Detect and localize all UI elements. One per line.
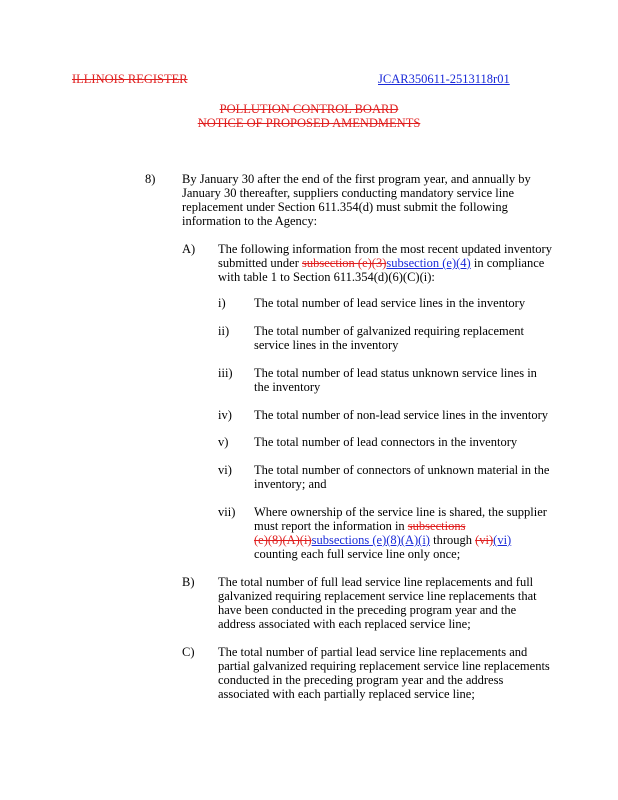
- subitem-vii-line4: counting each full service line only once;: [254, 547, 461, 561]
- inserted-reference: subsection (e)(4): [386, 256, 471, 270]
- subitem-ii-text-2: service lines in the inventory: [254, 338, 399, 352]
- item-a-label: A): [182, 242, 196, 256]
- subitem-iv-text: The total number of non-lead service lines in the inventory: [254, 408, 549, 422]
- item-8-line2: January 30 thereafter, suppliers conducting mandatory service line: [182, 186, 515, 200]
- subitem-v-text: The total number of lead connectors in the inventory: [254, 435, 518, 449]
- document-id: JCAR350611-2513118r01: [378, 72, 510, 86]
- subitem-vi-text-2: inventory; and: [254, 477, 327, 491]
- subitem-iii-label: iii): [218, 366, 233, 380]
- subitem-iii-text: The total number of lead status unknown service lines in: [254, 366, 537, 380]
- subitem-vi-text: The total number of connectors of unknown material in the: [254, 463, 550, 477]
- agency-title: POLLUTION CONTROL BOARD: [219, 102, 399, 116]
- item-c-label: C): [182, 645, 195, 659]
- item-8-line4: information to the Agency:: [182, 214, 318, 228]
- deleted-reference: subsection (e)(3): [302, 256, 387, 270]
- register-header: ILLINOIS REGISTER: [72, 72, 188, 86]
- subitem-vi-label: vi): [218, 463, 232, 477]
- subitem-i-text: The total number of lead service lines in the inventory: [254, 296, 526, 310]
- subitem-vii-line3: (e)(8)(A)(i)subsections (e)(8)(A)(i) through (vi)(vi): [254, 533, 512, 547]
- item-b-line2: galvanized requiring replacement service line replacements that: [218, 589, 537, 603]
- subitem-vii-line2: must report the information in subsections: [254, 519, 466, 533]
- notice-title: NOTICE OF PROPOSED AMENDMENTS: [197, 116, 421, 130]
- item-c-line2: partial galvanized requiring replacement service line replacements: [218, 659, 550, 673]
- subitem-ii-label: ii): [218, 324, 230, 338]
- item-b-line4: address associated with each replaced service line;: [218, 617, 471, 631]
- item-8-line3: replacement under Section 611.354(d) must submit the following: [182, 200, 508, 214]
- subitem-iv-label: iv): [218, 408, 232, 422]
- subitem-iii-text-2: the inventory: [254, 380, 321, 394]
- item-b-label: B): [182, 575, 195, 589]
- subitem-v-label: v): [218, 435, 229, 449]
- item-c-line3: conducted in the preceding program year and the address: [218, 673, 504, 687]
- item-8-line1: By January 30 after the end of the first program year, and annually by: [182, 172, 531, 186]
- item-8-number: 8): [145, 172, 156, 186]
- item-c-line1: The total number of partial lead service line replacements and: [218, 645, 528, 659]
- item-a-line2: submitted under subsection (e)(3)subsection (e)(4) in compliance: [218, 256, 545, 270]
- item-a-line3: with table 1 to Section 611.354(d)(6)(C)(i):: [218, 270, 435, 284]
- deleted-subsections: subsections: [407, 519, 466, 533]
- subitem-vii-label: vii): [218, 505, 236, 519]
- item-c-line4: associated with each partially replaced service line;: [218, 687, 475, 701]
- item-a-line1: The following information from the most recent updated inventory: [218, 242, 552, 256]
- subitem-ii-text: The total number of galvanized requiring replacement: [254, 324, 525, 338]
- item-b-line3: have been conducted in the preceding program year and the: [218, 603, 517, 617]
- item-b-line1: The total number of full lead service line replacements and full: [218, 575, 534, 589]
- subitem-vii-line1: Where ownership of the service line is shared, the supplier: [254, 505, 547, 519]
- subitem-i-label: i): [218, 296, 226, 310]
